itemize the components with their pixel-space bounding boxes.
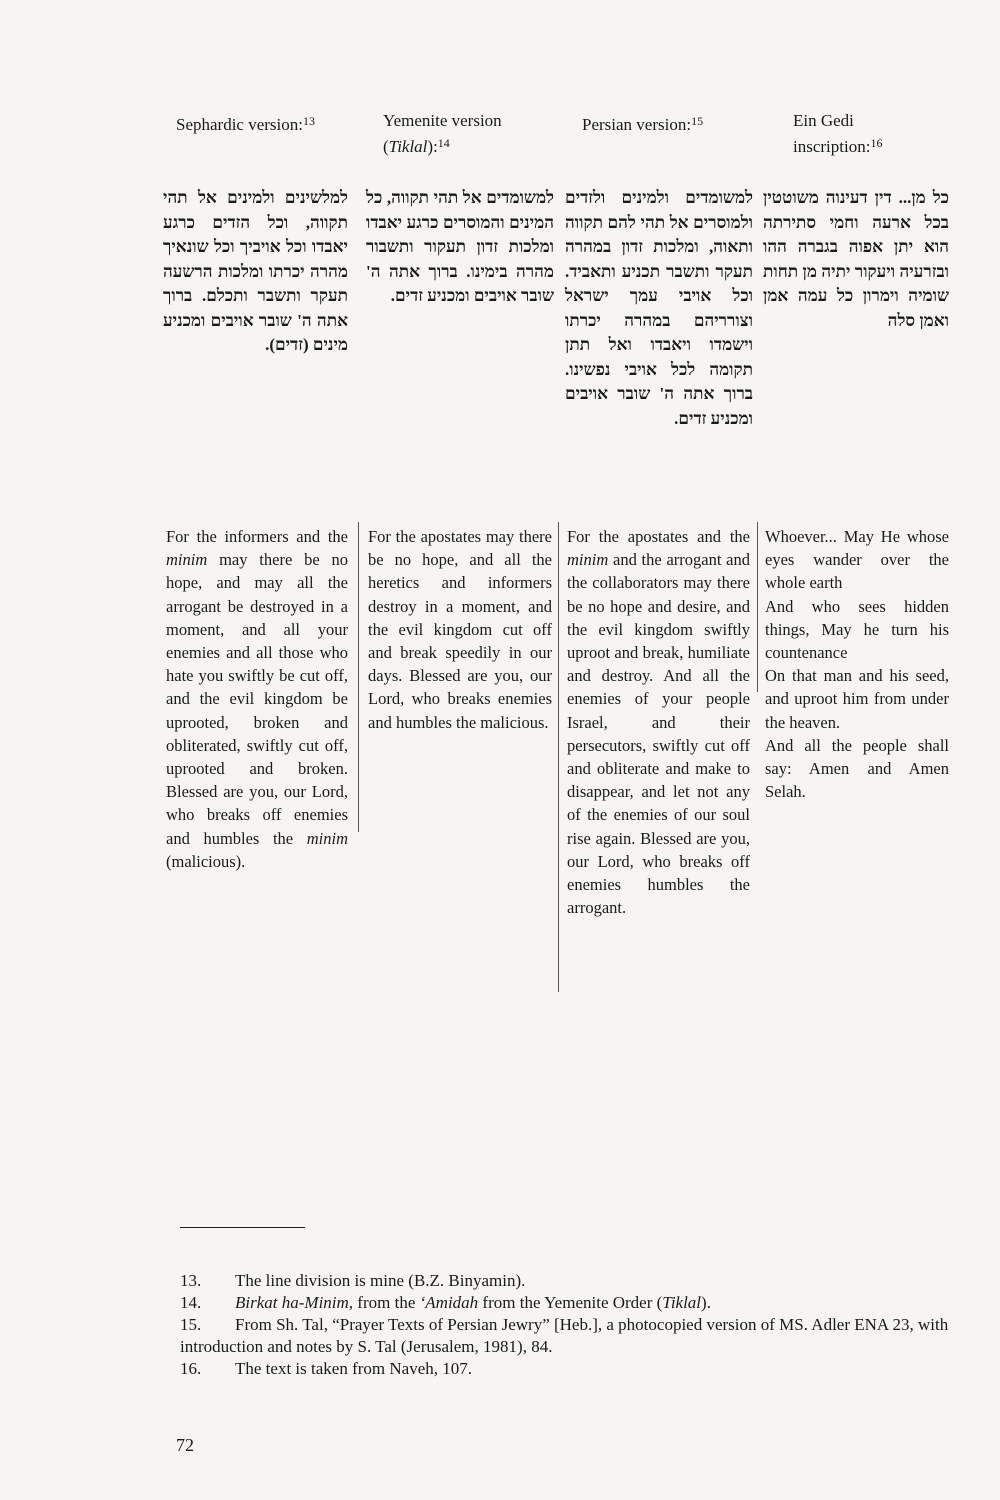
header-sephardic (176, 110, 361, 136)
header-sephardic-label: Sephardic version: (176, 115, 303, 134)
english-text-yemenite: For the apostates may there be no hope, and all the heretics and informers destroy in a moment, and the evil kingdom cut off and break speedily in our days. Blessed are you, our Lord, who breaks enemies and humbles the malicious. (368, 527, 552, 732)
footnote-ref-13[interactable]: 13 (303, 114, 315, 128)
english-text-sephardic: For the informers and the minim may there be no hope, and may all the arrogant be destroyed in a moment, and all your enemies and all those who hate you swiftly be cut off, and the evil kingdom be uprooted, broken and obliterated, swiftly cut off, uprooted and broken. Blessed are you, our Lord, who breaks off enemies and humbles the minim (malicious). (166, 527, 348, 871)
column-divider (757, 522, 758, 692)
footnote-ref-15[interactable]: 15 (691, 114, 704, 128)
term-minim: minim (306, 828, 348, 848)
english-text-ein-gedi (765, 525, 949, 803)
header-persian-label: Persian version: (582, 115, 692, 134)
hebrew-text-ein-gedi: כל מן... דין דעינוה משוטטין בכל ארעה וחמי סתירתה הוא יתן אפוה בגברה ההו ובזרעיה ויעקור יתיה מן תחות שומיה וימרון כל עמה אמן ואמן סלה (763, 188, 949, 330)
ein-gedi-line: And all the people shall say: Amen and Amen Selah. (765, 735, 949, 802)
ein-gedi-line: Whoever... May He whose eyes wander over the whole earth (765, 527, 949, 593)
footnote-separator (180, 1227, 305, 1228)
header-ein-gedi-line2: inscription: (793, 137, 871, 156)
footnote-ref-16[interactable]: 16 (870, 136, 883, 150)
header-yemenite-tiklal: Tiklal (388, 137, 428, 156)
footnote-15: 15. From Sh. Tal, “Prayer Texts of Persian Jewry” [Heb.], a photocopied version of MS. Adler ENA 23, with introduction and notes by S. Tal (Jerusalem, 1981), 84. (180, 1315, 949, 1356)
footnote-ref-14[interactable]: 14 (437, 136, 450, 150)
term-minim: minim (166, 550, 208, 570)
hebrew-text-sephardic: למלשינים ולמינים אל תהי תקווה, וכל הזדים כרגע יאבדו וכל אויביך וכל שונאיך מהרה יכרתו ומלכות הרשעה תעקר ותשבר ותכלם. ברוך אתה ה' שובר אויבים ומכניע מינים (זדים). (163, 188, 348, 354)
hebrew-text-yemenite: למשומדים אל תהי תקווה, כל המינים והמוסרים כרגע יאבדו ומלכות זדון תעקור ותשבור מהרה בימינו. ברוך אתה ה' שובר אויבים ומכניע זדים. (366, 188, 554, 305)
footnote-13: 13. The line division is mine (B.Z. Binyamin). (180, 1271, 526, 1290)
term-minim: minim (567, 550, 609, 570)
english-text-persian: For the apostates and the minim and the arrogant and the collaborators may there be no hope and desire, and the evil kingdom swiftly uproot and break, humiliate and destroy. And all the enemies of your people Israel, and their persecutors, swiftly cut off and obliterate and make to disappear, and let not any of the enemies of our soul rise again. Blessed are you, our Lord, who breaks off enemies humbles the arrogant. (567, 527, 750, 918)
footnote-16: 16. The text is taken from Naveh, 107. (180, 1359, 472, 1378)
header-persian (582, 110, 762, 136)
footnotes (180, 1270, 970, 1380)
header-yemenite-paren-close: ): (427, 137, 438, 156)
column-divider (358, 522, 359, 832)
column-divider (558, 522, 559, 992)
page-number: 72 (176, 1435, 194, 1455)
ein-gedi-line: On that man and his seed, and uproot him from under the heaven. (765, 666, 949, 732)
header-ein-gedi (793, 110, 933, 158)
header-yemenite-paren-open: ( (383, 137, 389, 156)
header-ein-gedi-line1: Ein Gedi (793, 111, 854, 130)
header-yemenite (383, 110, 558, 158)
ein-gedi-line: And who sees hidden things, May he turn his countenance (765, 596, 949, 663)
header-yemenite-label: Yemenite version (383, 111, 502, 130)
footnote-14: 14. Birkat ha-Minim, from the ‘Amidah from the Yemenite Order (Tiklal). (180, 1293, 711, 1312)
hebrew-text-persian: למשומדים ולמינים ולזדים ולמוסרים אל תהי להם תקווה ותאוה, ומלכות זדון במהרה תעקר ותשבר תכניע ותאביד. וכל אויבי עמך ישראל וצורריהם במהרה יכרתו וישמדו ויאבדו ואל תתן תקומה לכל אויבי נפשינו. ברוך אתה ה' שובר אויבים ומכניע זדים. (565, 188, 753, 428)
